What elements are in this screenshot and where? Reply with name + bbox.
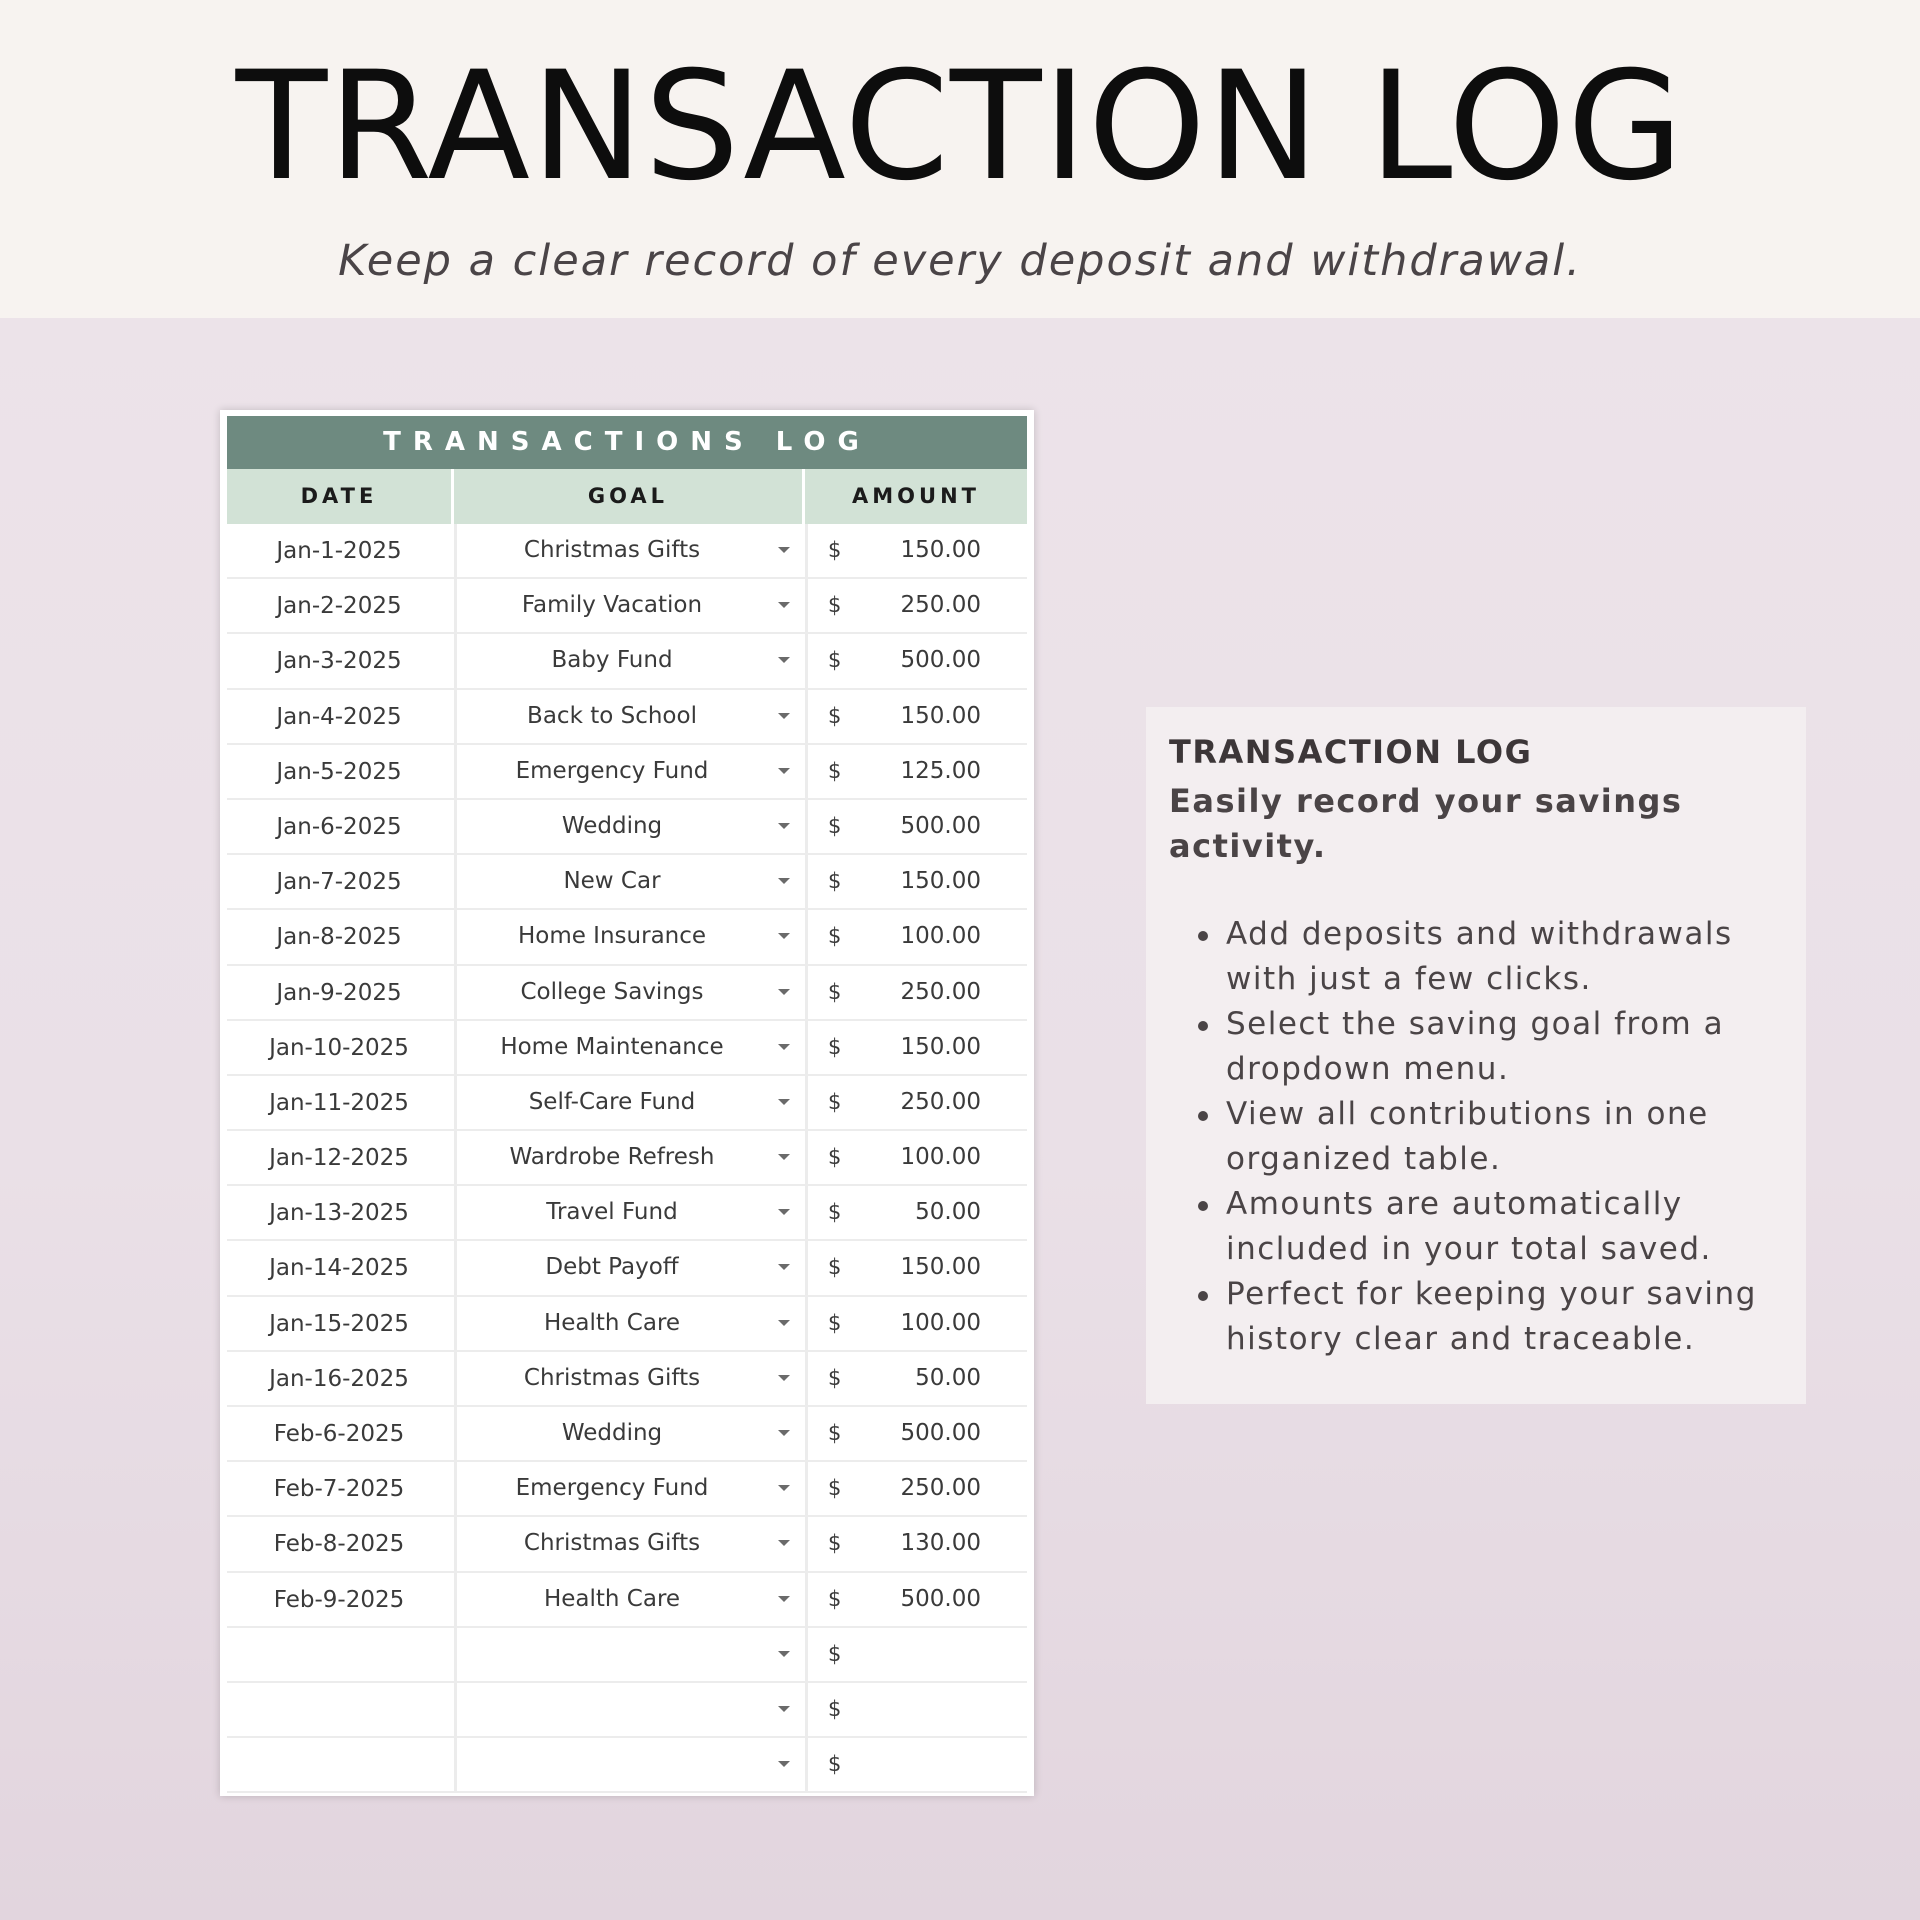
amount-value: 100.00 [900,923,981,950]
currency-symbol: $ [828,1089,842,1114]
feature-text: Amounts are automatically included in your total saved. [1226,1186,1712,1267]
date-cell[interactable]: Jan-15-2025 [269,1310,409,1337]
table-row [227,1352,1027,1407]
currency-symbol: $ [828,1421,842,1445]
chevron-down-icon[interactable] [778,713,790,719]
table-row [227,579,1027,634]
amount-value: 500.00 [900,1585,981,1612]
chevron-down-icon[interactable] [778,823,790,829]
amount-value: 500.00 [900,812,981,839]
table-row [227,910,1027,965]
table-row [227,1683,1027,1738]
goal-dropdown[interactable] [454,1462,802,1515]
date-cell[interactable]: Feb-9-2025 [273,1586,405,1613]
table-row [227,1407,1027,1462]
header [0,0,1920,318]
amount-cell[interactable] [805,855,1027,908]
amount-cell[interactable] [805,1683,1027,1736]
currency-symbol: $ [828,593,842,618]
chevron-down-icon[interactable] [778,878,790,884]
goal-dropdown[interactable] [454,800,802,853]
table-row [227,1462,1027,1517]
currency-symbol: $ [828,979,842,1004]
amount-value: 250.00 [900,592,981,619]
currency-symbol: $ [828,1641,842,1666]
amount-value: 130.00 [900,1530,981,1557]
currency-symbol: $ [828,1752,842,1777]
goal-dropdown[interactable] [454,966,802,1019]
goal-dropdown[interactable] [454,1738,802,1791]
goal-value: Christmas Gifts [523,1364,701,1391]
goal-value: Back to School [527,702,697,729]
goal-dropdown[interactable] [454,1573,802,1626]
date-cell[interactable]: Feb-6-2025 [273,1421,405,1447]
currency-symbol: $ [828,1531,842,1556]
amount-value: 250.00 [900,1475,981,1502]
column-header-amount: AMOUNT [805,469,1027,524]
date-cell[interactable]: Jan-7-2025 [276,869,402,896]
currency-symbol: $ [828,1200,842,1225]
amount-cell[interactable] [805,634,1027,687]
goal-dropdown[interactable] [454,910,802,963]
currency-symbol: $ [828,1476,842,1501]
goal-dropdown[interactable] [454,1241,802,1294]
amount-value: 500.00 [900,647,981,674]
currency-symbol: $ [828,869,842,894]
table-row [227,1021,1027,1076]
goal-dropdown[interactable] [454,1628,802,1681]
currency-symbol: $ [828,1310,842,1335]
currency-symbol: $ [828,1034,842,1059]
chevron-down-icon[interactable] [778,602,790,608]
column-header-goal: GOAL [454,469,802,524]
table-row [227,524,1027,579]
chevron-down-icon[interactable] [778,1485,790,1491]
table-row [227,1131,1027,1186]
date-cell[interactable]: Feb-7-2025 [273,1476,405,1503]
table-row [227,1573,1027,1628]
chevron-down-icon[interactable] [778,1596,790,1602]
goal-dropdown[interactable] [454,1517,802,1570]
date-cell[interactable]: Jan-9-2025 [276,979,402,1006]
info-title: TRANSACTION LOG [1169,733,1533,771]
amount-value: 100.00 [900,1144,981,1171]
goal-dropdown[interactable] [454,690,802,743]
goal-dropdown[interactable] [454,1683,802,1736]
goal-value: Christmas Gifts [523,537,701,563]
table-row [227,1186,1027,1241]
page-subtitle: Keep a clear record of every deposit and withdrawal. [338,236,1582,286]
table-row [227,966,1027,1021]
date-cell[interactable]: Jan-8-2025 [276,924,402,951]
table-row [227,1076,1027,1131]
date-cell[interactable]: Jan-16-2025 [269,1365,409,1392]
currency-symbol: $ [828,538,842,562]
chevron-down-icon[interactable] [778,1209,790,1215]
amount-cell[interactable] [805,1573,1027,1626]
goal-dropdown[interactable] [454,1186,802,1239]
table-row [227,1628,1027,1683]
chevron-down-icon[interactable] [778,547,790,553]
date-cell[interactable] [227,1738,451,1791]
chevron-down-icon[interactable] [778,1154,790,1160]
date-cell[interactable]: Jan-4-2025 [276,703,402,730]
chevron-down-icon[interactable] [778,1651,790,1657]
date-cell[interactable]: Jan-13-2025 [269,1200,409,1227]
goal-value: Christmas Gifts [523,1530,701,1557]
chevron-down-icon[interactable] [778,1761,790,1767]
feature-item [1196,1272,1796,1362]
amount-cell[interactable] [805,1517,1027,1570]
amount-value: 150.00 [900,537,981,563]
chevron-down-icon[interactable] [778,1099,790,1105]
goal-value: College Savings [520,978,704,1005]
chevron-down-icon[interactable] [778,1320,790,1326]
table-row [227,1738,1027,1793]
goal-value: Health Care [543,1309,681,1336]
chevron-down-icon[interactable] [778,768,790,774]
amount-cell[interactable] [805,966,1027,1019]
amount-cell[interactable] [805,1738,1027,1791]
goal-dropdown[interactable] [454,1076,802,1129]
amount-cell[interactable] [805,1076,1027,1129]
goal-dropdown[interactable] [454,524,802,577]
amount-cell[interactable] [805,579,1027,632]
goal-dropdown[interactable] [454,579,802,632]
amount-value: 150.00 [900,1254,981,1281]
date-cell[interactable]: Jan-2-2025 [276,593,402,620]
date-cell[interactable]: Jan-11-2025 [269,1089,409,1116]
goal-dropdown[interactable] [454,745,802,798]
table-row [227,1297,1027,1352]
currency-symbol: $ [828,1255,842,1280]
feature-text: Perfect for keeping your saving history clear and traceable. [1226,1276,1757,1357]
currency-symbol: $ [828,1145,842,1170]
currency-symbol: $ [828,703,842,728]
amount-cell[interactable] [805,1462,1027,1515]
table-row [227,745,1027,800]
date-cell[interactable] [227,1683,451,1736]
amount-value: 250.00 [900,978,981,1005]
goal-value: New Car [563,868,661,895]
bullet-icon [1198,931,1208,941]
currency-symbol: $ [828,924,842,949]
amount-cell[interactable] [805,745,1027,798]
date-cell[interactable]: Jan-10-2025 [269,1034,409,1061]
amount-cell[interactable] [805,800,1027,853]
chevron-down-icon[interactable] [778,1264,790,1270]
table-banner: TRANSACTIONS LOG [227,416,1027,469]
amount-cell[interactable] [805,1628,1027,1681]
date-cell[interactable]: Feb-8-2025 [273,1531,405,1558]
date-cell[interactable]: Jan-3-2025 [276,648,402,675]
amount-value: 150.00 [900,1033,981,1060]
currency-symbol: $ [828,1365,842,1390]
feature-text: Select the saving goal from a dropdown menu. [1226,1006,1725,1087]
goal-value: Wedding [561,812,663,839]
info-panel [1146,707,1806,1404]
goal-dropdown[interactable] [454,855,802,908]
amount-cell[interactable] [805,1297,1027,1350]
date-cell[interactable]: Jan-5-2025 [276,758,402,785]
amount-cell[interactable] [805,1241,1027,1294]
goal-value: Debt Payoff [545,1254,679,1281]
goal-value: Self-Care Fund [528,1088,696,1115]
goal-value: Home Insurance [517,923,707,950]
info-subtitle: Easily record your savings activity. [1169,782,1683,865]
goal-dropdown[interactable] [454,634,802,687]
chevron-down-icon[interactable] [778,933,790,939]
amount-cell[interactable] [805,690,1027,743]
date-cell[interactable]: Jan-12-2025 [269,1145,409,1172]
bullet-icon [1198,1291,1208,1301]
table-row [227,1241,1027,1296]
column-header-date: DATE [227,469,451,524]
goal-value: Baby Fund [551,647,673,674]
date-cell[interactable]: Jan-6-2025 [276,813,402,840]
amount-value: 100.00 [900,1309,981,1336]
amount-cell[interactable] [805,1407,1027,1460]
chevron-down-icon[interactable] [778,989,790,995]
bullet-icon [1198,1111,1208,1121]
chevron-down-icon[interactable] [778,1706,790,1712]
amount-cell[interactable] [805,1131,1027,1184]
goal-value: Wedding [561,1420,663,1446]
table-row [227,855,1027,910]
goal-value: Family Vacation [521,592,703,619]
goal-value: Health Care [543,1585,681,1612]
amount-cell[interactable] [805,910,1027,963]
date-cell[interactable]: Jan-1-2025 [276,538,402,564]
goal-dropdown[interactable] [454,1352,802,1405]
feature-item [1196,912,1796,1002]
goal-value: Home Maintenance [500,1033,724,1060]
currency-symbol: $ [828,648,842,673]
goal-value: Emergency Fund [515,757,709,784]
currency-symbol: $ [828,1696,842,1721]
table-row [227,800,1027,855]
feature-item [1196,1002,1796,1092]
amount-value: 150.00 [900,702,981,729]
amount-value: 150.00 [900,868,981,895]
currency-symbol: $ [828,758,842,783]
bullet-icon [1198,1201,1208,1211]
feature-list [1196,912,1796,1362]
amount-value: 125.00 [900,757,981,784]
page-title: TRANSACTION LOG [235,40,1685,214]
table-body [227,524,1027,1793]
bullet-icon [1198,1021,1208,1031]
goal-dropdown[interactable] [454,1021,802,1074]
amount-value: 50.00 [915,1364,981,1391]
chevron-down-icon[interactable] [778,1540,790,1546]
goal-value: Emergency Fund [515,1475,709,1502]
amount-cell[interactable] [805,1021,1027,1074]
chevron-down-icon[interactable] [778,657,790,663]
currency-symbol: $ [828,1586,842,1611]
amount-value: 500.00 [900,1420,981,1446]
feature-text: View all contributions in one organized table. [1226,1096,1709,1177]
goal-dropdown[interactable] [454,1407,802,1460]
chevron-down-icon[interactable] [778,1430,790,1436]
transactions-table [220,410,1034,1796]
amount-cell[interactable] [805,524,1027,577]
feature-item [1196,1092,1796,1182]
table-row [227,690,1027,745]
feature-item [1196,1182,1796,1272]
goal-value: Wardrobe Refresh [509,1144,715,1171]
chevron-down-icon[interactable] [778,1044,790,1050]
date-cell[interactable]: Jan-14-2025 [269,1255,409,1282]
amount-cell[interactable] [805,1186,1027,1239]
amount-value: 250.00 [900,1088,981,1115]
goal-value: Travel Fund [546,1199,678,1226]
goal-dropdown[interactable] [454,1297,802,1350]
chevron-down-icon[interactable] [778,1375,790,1381]
goal-dropdown[interactable] [454,1131,802,1184]
currency-symbol: $ [828,813,842,838]
amount-cell[interactable] [805,1352,1027,1405]
date-cell[interactable] [227,1628,451,1681]
amount-value: 50.00 [915,1199,981,1226]
table-row [227,634,1027,689]
feature-text: Add deposits and withdrawals with just a few clicks. [1226,916,1733,997]
table-row [227,1517,1027,1572]
